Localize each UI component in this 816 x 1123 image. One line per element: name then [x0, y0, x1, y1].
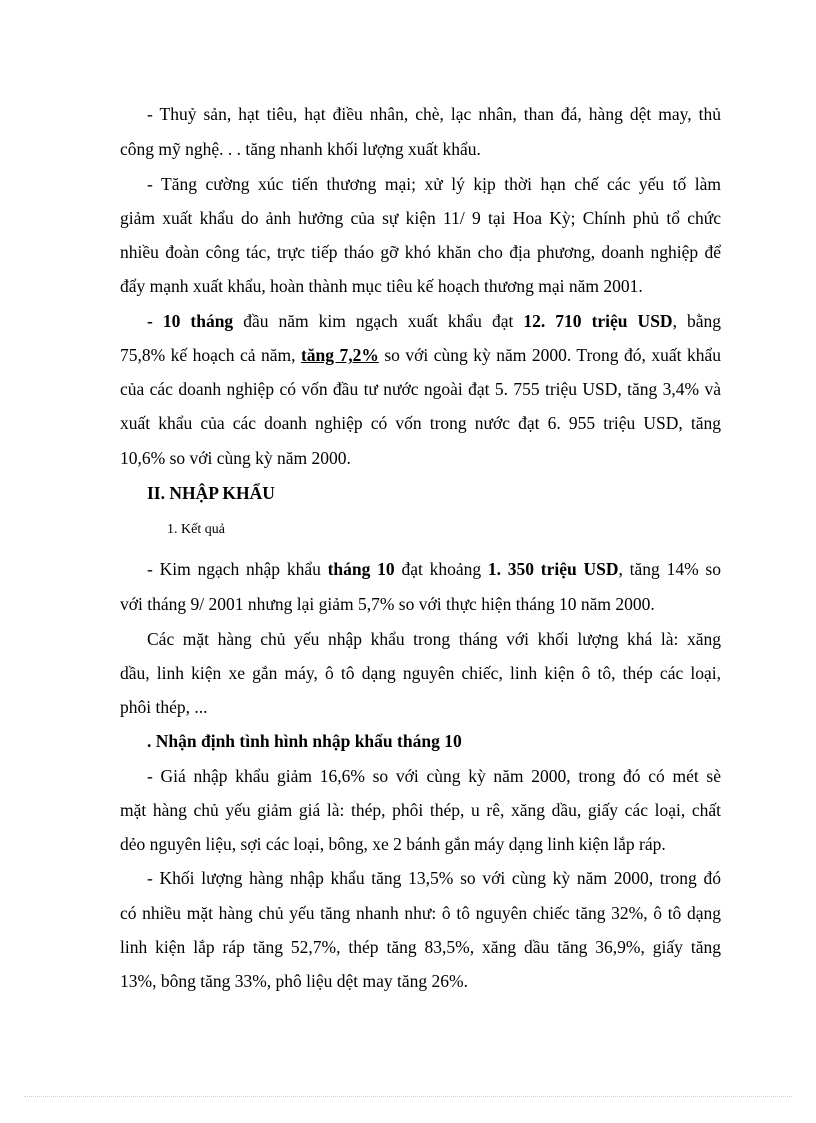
para3-line4: xuất khẩu của các doanh nghiệp có vốn trong nước đạt 6. 955 triệu USD, tăng	[120, 413, 721, 433]
para3-line3: của các doanh nghiệp có vốn đầu tư nước ngoài đạt 5. 755 triệu USD, tăng 3,4% và	[120, 379, 721, 399]
para5-line1: Các mặt hàng chủ yếu nhập khẩu trong tháng với khối lượng khá là: xăng	[147, 629, 721, 649]
para2-line2: giảm xuất khẩu do ảnh hưởng của sự kiện 11/ 9 tại Hoa Kỳ; Chính phủ tổ chức	[120, 208, 721, 228]
para3-bold-10-thang: - 10 tháng	[147, 311, 234, 331]
para3-line2	[120, 343, 721, 367]
para7-line1: - Khối lượng hàng nhập khẩu tăng 13,5% so với cùng kỳ năm 2000, trong đó	[147, 868, 721, 888]
para2-line4: đẩy mạnh xuất khẩu, hoàn thành mục tiêu kế hoạch thương mại năm 2001.	[120, 276, 643, 296]
para5-line3: phôi thép, ...	[120, 697, 208, 717]
subheading-ket-qua: 1. Kết quả	[167, 522, 225, 537]
para6-line3: dẻo nguyên liệu, sợi các loại, bông, xe 2 bánh gắn máy dạng linh kiện lắp ráp.	[120, 834, 666, 854]
para7-line2: có nhiều mặt hàng chủ yếu tăng nhanh như: ô tô nguyên chiếc tăng 32%, ô tô dạng	[120, 903, 721, 923]
para4-bold-import-value: 1. 350 triệu USD	[487, 559, 619, 579]
subsection-heading-nhan-dinh: . Nhận định tình hình nhập khẩu tháng 10	[147, 731, 462, 751]
para4-line2: với tháng 9/ 2001 nhưng lại giảm 5,7% so với thực hiện tháng 10 năm 2000.	[120, 594, 655, 614]
para4-line1	[147, 557, 721, 581]
para4-bold-thang-10: tháng 10	[327, 559, 395, 579]
para3-line5: 10,6% so với cùng kỳ năm 2000.	[120, 448, 351, 468]
para6-line1: - Giá nhập khẩu giảm 16,6% so với cùng kỳ năm 2000, trong đó có mét sè	[147, 766, 721, 786]
para1-line2: công mỹ nghệ. . . tăng nhanh khối lượng xuất khẩu.	[120, 139, 481, 159]
page-bottom-divider	[24, 1096, 792, 1097]
para3-bold-export-value: 12. 710 triệu USD	[523, 311, 673, 331]
para2-line1: - Tăng cường xúc tiến thương mại; xử lý kịp thời hạn chế các yếu tố làm	[147, 174, 721, 194]
para4-text: - Kim ngạch nhập khẩu	[147, 559, 328, 579]
para3-text: so với cùng kỳ năm 2000. Trong đó, xuất khẩu	[378, 345, 721, 365]
para3-text: 75,8% kế hoạch cả năm,	[120, 345, 301, 365]
para3-text: , bằng	[672, 311, 721, 331]
para2-line3: nhiều đoàn công tác, trực tiếp tháo gỡ khó khăn cho địa phương, doanh nghiệp để	[120, 242, 721, 262]
para4-text: đạt khoảng	[394, 559, 488, 579]
para5-line2: dầu, linh kiện xe gắn máy, ô tô dạng nguyên chiếc, linh kiện ô tô, thép các loại,	[120, 663, 721, 683]
para3-line1	[147, 309, 721, 333]
para6-line2: mặt hàng chủ yếu giảm giá là: thép, phôi thép, u rê, xăng dầu, giấy các loại, chất	[120, 800, 721, 820]
para1-line1: - Thuỷ sản, hạt tiêu, hạt điều nhân, chè, lạc nhân, than đá, hàng dệt may, thủ	[147, 104, 721, 124]
para3-bold-growth: tăng 7,2%	[300, 345, 379, 365]
para4-text: , tăng 14% so	[618, 559, 721, 579]
section-heading-nhap-khau: II. NHẬP KHẨU	[147, 483, 275, 503]
para3-text: đầu năm kim ngạch xuất khẩu đạt	[233, 311, 524, 331]
para7-line3: linh kiện lắp ráp tăng 52,7%, thép tăng 83,5%, xăng dầu tăng 36,9%, giấy tăng	[120, 937, 721, 957]
para7-line4: 13%, bông tăng 33%, phô liệu dệt may tăng 26%.	[120, 971, 468, 991]
